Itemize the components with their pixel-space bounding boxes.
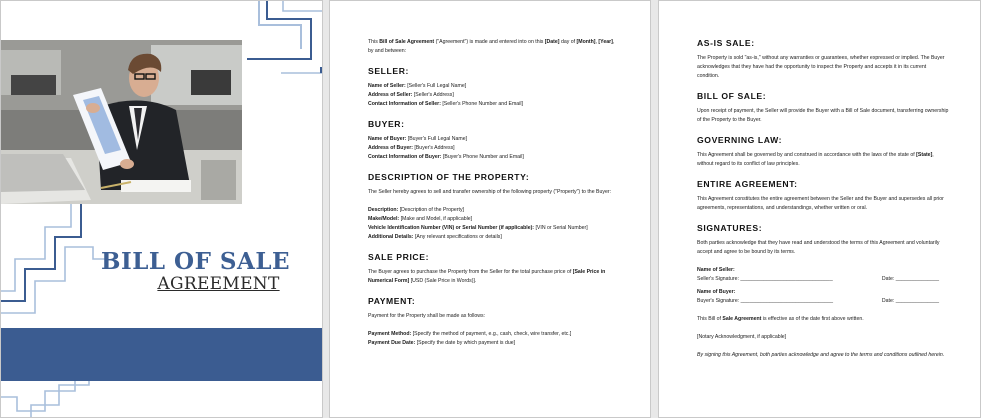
cover-title: BILL OF SALE xyxy=(101,248,291,275)
field-label: Name of Seller: xyxy=(697,267,735,273)
field-value: [Any relevant specifications or details] xyxy=(413,234,502,240)
intro-text: day of xyxy=(559,39,577,45)
field-value: [Specify the method of payment, e.g., cash, check, wire transfer, etc.] xyxy=(411,331,572,337)
buyer-signature-line: Buyer's Signature: ________________________________ xyxy=(697,298,833,304)
intro-year: [Year] xyxy=(598,39,613,45)
bill-of-sale-heading: BILL OF SALE: xyxy=(697,91,767,101)
intro-paragraph xyxy=(368,38,620,56)
spacer xyxy=(697,324,949,333)
seller-heading: SELLER: xyxy=(368,66,409,76)
field-value: [Buyer's Phone Number and Email] xyxy=(441,154,524,160)
entire-agreement-heading: ENTIRE AGREEMENT: xyxy=(697,179,798,189)
law-text: , without regard to its conflict of law principles. xyxy=(697,152,934,167)
cover-page xyxy=(0,0,323,418)
page-1-content xyxy=(368,38,620,348)
payment-heading: PAYMENT: xyxy=(368,296,416,306)
signatures-heading: SIGNATURES: xyxy=(697,223,763,233)
field-label: Address of Seller: xyxy=(368,92,413,98)
field-label: Name of Seller: xyxy=(368,83,406,89)
intro-agreement-name: Bill of Sale Agreement xyxy=(379,39,435,45)
cover-blue-band xyxy=(1,328,323,381)
price-text: The Buyer agrees to purchase the Property from the Seller for the total purchase price of xyxy=(368,269,573,275)
field-label: Additional Details: xyxy=(368,234,414,240)
intro-text: This xyxy=(368,39,380,45)
buyer-contact xyxy=(368,153,620,162)
intro-text: , xyxy=(595,39,599,45)
law-state: [State] xyxy=(916,152,933,158)
property-make-model xyxy=(368,215,620,224)
field-value: [Seller's Phone Number and Email] xyxy=(440,101,523,107)
governing-law-heading: GOVERNING LAW: xyxy=(697,135,783,145)
businessman-reading-document-photo xyxy=(1,40,242,204)
property-text: The Seller hereby agrees to sell and transfer ownership of the following property ("Property") to the Buyer: xyxy=(368,189,612,195)
buyer-name xyxy=(368,135,620,144)
intro-date: [Date] xyxy=(544,39,560,45)
seller-signature-row xyxy=(697,275,949,284)
payment-text: Payment for the Property shall be made as follows: xyxy=(368,313,486,319)
effective-text: is effective as of the date first above written. xyxy=(761,316,864,322)
field-label: Contact Information of Buyer: xyxy=(368,154,442,160)
seller-name-label xyxy=(697,266,949,275)
buyer-signature-row xyxy=(697,297,949,306)
businessman-photo xyxy=(1,40,242,204)
sale-price-heading: SALE PRICE: xyxy=(368,252,430,262)
as-is-text: The Property is sold "as-is," without any warranties or guarantees, whether expressed or implied. The Buyer acknowledges that they have had the opportunity to inspect the Property and accepts it in its current condition. xyxy=(697,55,945,79)
closing-text xyxy=(697,351,949,360)
intro-month: [Month] xyxy=(576,39,596,45)
intro-text: ("Agreement") is made and entered into on this xyxy=(434,39,545,45)
seller-signature-line: Seller's Signature: ________________________________ xyxy=(697,276,833,282)
field-label: Vehicle Identification Number (VIN) or Serial Number (if applicable): xyxy=(368,225,535,231)
entire-agreement-text: This Agreement constitutes the entire agreement between the Seller and the Buyer and supersedes all prior agreements, representations, and understandings, whether written or oral. xyxy=(697,196,944,211)
property-details xyxy=(368,233,620,242)
seller-date-line: Date: _______________ xyxy=(881,276,939,282)
field-value: [Specify the date by which payment is due] xyxy=(415,340,516,346)
spacer xyxy=(697,306,949,315)
law-text: This Agreement shall be governed by and construed in accordance with the laws of the state of xyxy=(697,152,917,158)
spacer xyxy=(697,342,949,351)
effective-date-text xyxy=(697,315,949,324)
field-label: Name of Buyer: xyxy=(697,289,736,295)
spacer xyxy=(368,321,620,330)
field-value: [Buyer's Address] xyxy=(412,145,455,151)
notary-text: [Notary Acknowledgment, if applicable] xyxy=(697,334,787,340)
governing-law-text xyxy=(697,151,949,169)
effective-agreement-name: Sale Agreement xyxy=(722,316,762,322)
field-value: [Buyer's Full Legal Name] xyxy=(406,136,468,142)
closing-italic: By signing this Agreement, both parties acknowledge and agree to the terms and conditions outlined herein. xyxy=(697,352,945,358)
spacer xyxy=(697,257,949,266)
as-is-heading: AS-IS SALE: xyxy=(697,38,755,48)
field-label: Payment Due Date: xyxy=(368,340,416,346)
property-vin xyxy=(368,224,620,233)
field-value: [Seller's Address] xyxy=(412,92,454,98)
field-label: Address of Buyer: xyxy=(368,145,413,151)
payment-due-date xyxy=(368,339,620,348)
field-value: [Description of the Property] xyxy=(398,207,465,213)
field-value: [VIN or Serial Number] xyxy=(534,225,588,231)
buyer-heading: BUYER: xyxy=(368,119,405,129)
signatures-text: Both parties acknowledge that they have read and understood the terms of this Agreement and voluntarily accept and agree to be bound by its terms. xyxy=(697,240,940,255)
property-description xyxy=(368,206,620,215)
agreement-page-1 xyxy=(329,0,651,418)
field-label: Contact Information of Seller: xyxy=(368,101,441,107)
seller-contact xyxy=(368,100,620,109)
field-label: Description: xyxy=(368,207,399,213)
field-value: [Seller's Full Legal Name] xyxy=(405,83,467,89)
buyer-name-label xyxy=(697,288,949,297)
field-value: [Make and Model, if applicable] xyxy=(399,216,473,222)
payment-method xyxy=(368,330,620,339)
price-numeric: [Sale Price in Numerical Form] xyxy=(368,269,606,284)
field-label: Payment Method: xyxy=(368,331,412,337)
intro-text: , by and between: xyxy=(368,39,615,54)
field-label: Name of Buyer: xyxy=(368,136,407,142)
seller-address xyxy=(368,91,620,100)
price-words: [USD (Sale Price in Words)]. xyxy=(409,278,477,284)
spacer xyxy=(368,197,620,206)
buyer-date-line: Date: _______________ xyxy=(881,298,939,304)
property-heading: DESCRIPTION OF THE PROPERTY: xyxy=(368,172,530,182)
effective-text: This Bill of xyxy=(697,316,723,322)
agreement-page-2 xyxy=(658,0,981,418)
field-label: Make/Model: xyxy=(368,216,400,222)
bill-of-sale-text: Upon receipt of payment, the Seller will provide the Buyer with a Bill of Sale document, transferring ownership of the Property to the Buyer. xyxy=(697,108,949,123)
buyer-address xyxy=(368,144,620,153)
cover-subtitle: AGREEMENT xyxy=(157,274,280,294)
seller-name xyxy=(368,82,620,91)
sale-price-text xyxy=(368,268,620,286)
page-2-content xyxy=(697,38,949,360)
